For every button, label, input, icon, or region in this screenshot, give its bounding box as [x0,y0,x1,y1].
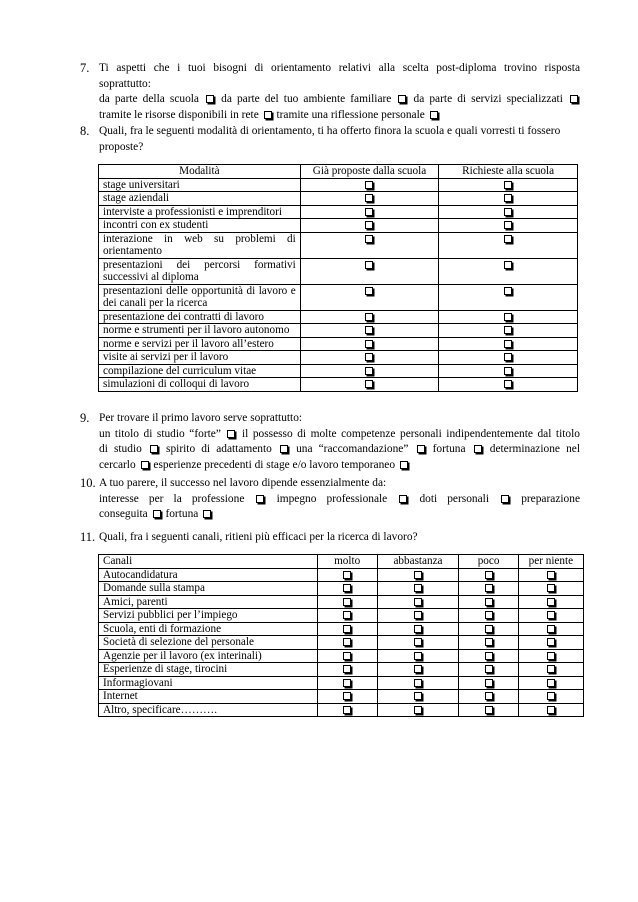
checkbox[interactable] [365,367,373,375]
checkbox[interactable] [485,706,493,714]
question-number: 11. [80,530,96,544]
checkbox-cell [377,636,459,650]
checkbox-cell [459,609,518,623]
table-row [99,378,578,392]
checkbox-cell [459,636,518,650]
column-header: per niente [518,555,583,569]
checkbox[interactable] [547,638,555,646]
checkbox-cell [518,636,583,650]
checkbox[interactable] [365,181,373,189]
option-label: una “raccomandazione” [296,443,409,455]
checkbox[interactable] [264,111,272,119]
row-label-text: successivi al diploma [103,271,199,283]
checkbox-cell [439,310,578,324]
option-label: conseguita [99,508,148,520]
checkbox-cell [377,649,459,663]
checkbox[interactable] [547,652,555,660]
checkbox[interactable] [504,181,512,189]
checkbox[interactable] [485,598,493,606]
table-row [99,649,584,663]
row-label [99,219,301,233]
option-label: fortuna [432,443,466,455]
row-label-text: compilazione del curriculum vitae [103,364,257,377]
checkbox[interactable] [343,625,351,633]
checkbox[interactable] [414,625,422,633]
question-number: 10. [80,476,96,490]
checkbox[interactable] [547,611,555,619]
checkbox-cell [459,676,518,690]
checkbox[interactable] [485,611,493,619]
checkbox[interactable] [150,445,158,453]
row-label: Società di selezione del personale [99,636,318,650]
checkbox[interactable] [547,706,555,714]
column-header: poco [459,555,518,569]
checkbox[interactable] [501,495,509,503]
column-header: Richieste alla scuola [439,165,578,179]
checkbox[interactable] [365,340,373,348]
checkbox[interactable] [485,679,493,687]
checkbox-cell [317,609,377,623]
option-label: esperienze precedenti di stage e/o lavoro temporaneo [153,458,396,471]
checkbox[interactable] [203,510,211,518]
option-label: da parte della scuola [99,93,199,105]
checkbox-cell [377,595,459,609]
checkbox[interactable] [343,706,351,714]
checkbox-cell [300,219,438,233]
table-row [99,351,578,365]
column-header: abbastanza [377,555,459,569]
row-label: Internet [99,690,318,704]
channels-table [98,554,584,717]
checkbox[interactable] [474,445,482,453]
checkbox-cell [300,232,438,258]
checkbox[interactable] [504,208,512,216]
checkbox[interactable] [414,611,422,619]
modalities-table [98,164,578,392]
table-row [99,205,578,219]
checkbox[interactable] [417,445,425,453]
checkbox-cell [317,636,377,650]
checkbox-cell [377,568,459,582]
options-line [99,442,580,458]
option-label: da parte di servizi specializzati [413,93,563,105]
checkbox-cell [300,310,438,324]
checkbox-cell [317,649,377,663]
checkbox[interactable] [343,584,351,592]
checkbox[interactable] [414,706,422,714]
checkbox[interactable] [365,380,373,388]
question-text: Per trovare il primo lavoro serve soprattutto: [99,412,303,424]
checkbox[interactable] [504,221,512,229]
checkbox-cell [439,324,578,338]
checkbox[interactable] [414,665,422,673]
checkbox-cell [459,649,518,663]
table-row [99,636,584,650]
checkbox-cell [317,690,377,704]
checkbox-cell [377,703,459,717]
checkbox-cell [518,582,583,596]
row-label: Servizi pubblici per l’impiego [99,609,318,623]
table-row [99,622,584,636]
checkbox[interactable] [414,584,422,592]
checkbox[interactable] [365,313,373,321]
checkbox-cell [300,178,438,192]
options-line [99,458,580,474]
checkbox[interactable] [504,313,512,321]
option-label: impegno professionale [276,492,388,505]
row-label: Scuola, enti di formazione [99,622,318,636]
question-8 [80,124,580,155]
table-row [99,690,584,704]
checkbox[interactable] [504,287,512,295]
checkbox-cell [439,178,578,192]
checkbox[interactable] [343,679,351,687]
question-9 [80,411,580,473]
checkbox-cell [439,378,578,392]
table-row [99,663,584,677]
checkbox[interactable] [343,598,351,606]
checkbox[interactable] [365,208,373,216]
checkbox[interactable] [504,194,512,202]
table-row [99,324,578,338]
checkbox-cell [300,324,438,338]
checkbox[interactable] [504,340,512,348]
checkbox[interactable] [485,652,493,660]
checkbox-cell [317,568,377,582]
row-label: Esperienze di stage, tirocini [99,663,318,677]
row-label: Autocandidatura [99,568,318,582]
checkbox-cell [439,337,578,351]
row-label-text: stage universitari [103,178,180,191]
checkbox[interactable] [547,625,555,633]
row-label: Informagiovani [99,676,318,690]
table-row [99,178,578,192]
checkbox[interactable] [547,598,555,606]
checkbox-cell [300,337,438,351]
checkbox[interactable] [547,679,555,687]
option-label: tramite le risorse disponibili in rete [99,108,259,121]
row-label-text: dei canali per la ricerca [103,297,208,309]
checkbox[interactable] [365,221,373,229]
checkbox-cell [459,582,518,596]
question-7 [80,61,580,123]
row-label-text: orientamento [103,245,163,257]
table-header-row [99,165,578,179]
checkbox-cell [300,351,438,365]
checkbox[interactable] [430,111,438,119]
option-label: di studio [99,443,142,455]
checkbox[interactable] [414,571,422,579]
checkbox-cell [518,595,583,609]
row-label: Altro, specificare………. [99,703,318,717]
checkbox[interactable] [485,584,493,592]
checkbox-cell [518,568,583,582]
checkbox-cell [518,609,583,623]
question-text: Ti aspetti che i tuoi bisogni di orientamento relativi alla scelta post-diploma trovino risposta [99,62,580,74]
row-label [99,364,301,378]
checkbox[interactable] [414,679,422,687]
row-label [99,284,301,310]
checkbox-cell [439,205,578,219]
checkbox[interactable] [570,95,578,103]
row-label [99,258,301,284]
checkbox-cell [459,663,518,677]
checkbox-cell [459,690,518,704]
row-label [99,351,301,365]
row-label [99,310,301,324]
checkbox[interactable] [485,665,493,673]
question-11 [80,530,580,546]
checkbox-cell [300,378,438,392]
row-label-text: simulazioni di colloqui di lavoro [103,378,250,390]
table-row [99,192,578,206]
options-line [99,427,580,443]
table-row [99,676,584,690]
checkbox[interactable] [485,692,493,700]
question-number: 7. [80,61,90,75]
checkbox-cell [317,663,377,677]
checkbox-cell [439,351,578,365]
table-row [99,310,578,324]
checkbox-cell [459,622,518,636]
option-label: il possesso di molte competenze personali indipendentemente dal titolo [241,427,580,440]
question-text: Quali, fra le seguenti modalità di orientamento, ti ha offerto finora la scuola e quali vorresti ti fossero [99,125,561,137]
checkbox[interactable] [343,652,351,660]
checkbox[interactable] [414,652,422,660]
checkbox[interactable] [343,692,351,700]
column-header: molto [317,555,377,569]
checkbox-cell [377,582,459,596]
table-header-row [99,555,584,569]
checkbox-cell [459,568,518,582]
row-label [99,205,301,219]
row-label: Amici, parenti [99,595,318,609]
checkbox[interactable] [414,638,422,646]
question-10 [80,476,580,523]
checkbox-cell [439,258,578,284]
checkbox[interactable] [343,571,351,579]
checkbox[interactable] [399,495,407,503]
checkbox[interactable] [414,692,422,700]
option-label: un titolo di studio “forte” [99,427,221,440]
row-label [99,324,301,338]
column-header: Modalità [99,165,301,179]
options-line [99,108,580,124]
table-row [99,337,578,351]
table-row [99,595,584,609]
checkbox-cell [439,232,578,258]
checkbox-cell [518,649,583,663]
row-label [99,178,301,192]
checkbox[interactable] [365,287,373,295]
checkbox[interactable] [504,367,512,375]
checkbox-cell [518,690,583,704]
column-header: Canali [99,555,318,569]
checkbox[interactable] [365,235,373,243]
checkbox[interactable] [343,665,351,673]
question-text: soprattutto: [99,77,151,90]
options-line [99,492,580,508]
checkbox[interactable] [414,598,422,606]
row-label [99,192,301,206]
row-label-text: stage aziendali [103,192,170,204]
checkbox-cell [377,663,459,677]
checkbox-cell [518,663,583,677]
checkbox-cell [439,284,578,310]
row-label-text: incontri con ex studenti [103,219,209,231]
row-label-text: presentazione dei contratti di lavoro [103,310,264,323]
checkbox[interactable] [504,380,512,388]
question-number: 8. [80,124,90,138]
checkbox-cell [377,690,459,704]
checkbox[interactable] [485,571,493,579]
options-line [99,507,580,523]
checkbox-cell [317,703,377,717]
checkbox[interactable] [280,445,288,453]
checkbox[interactable] [365,353,373,361]
checkbox[interactable] [141,461,149,469]
checkbox-cell [439,219,578,233]
checkbox-cell [518,676,583,690]
checkbox[interactable] [547,692,555,700]
checkbox[interactable] [547,665,555,673]
checkbox[interactable] [398,95,406,103]
table-row [99,364,578,378]
checkbox[interactable] [547,584,555,592]
checkbox-cell [439,364,578,378]
row-label [99,232,301,258]
question-text: A tuo parere, il successo nel lavoro dipende essenzialmente da: [99,477,387,489]
checkbox-cell [317,595,377,609]
row-label-text: interviste a professionisti e imprenditori [103,205,282,218]
row-label [99,378,301,392]
question-text: proposte? [99,140,144,153]
option-label: spirito di adattamento [166,443,272,455]
row-label: Domande sulla stampa [99,582,318,596]
checkbox-cell [317,622,377,636]
row-label-text: presentazioni delle opportunità di lavoro e [103,284,296,297]
checkbox[interactable] [504,261,512,269]
checkbox[interactable] [256,495,264,503]
checkbox[interactable] [504,326,512,334]
table-row [99,609,584,623]
checkbox[interactable] [400,461,408,469]
checkbox[interactable] [227,430,235,438]
table-row [99,258,578,284]
options-line [99,92,580,108]
option-label: determinazione nel [489,443,580,455]
checkbox-cell [377,622,459,636]
table-row [99,582,584,596]
checkbox-cell [300,192,438,206]
checkbox-cell [300,284,438,310]
table-row [99,703,584,717]
checkbox-cell [377,609,459,623]
checkbox[interactable] [485,638,493,646]
row-label-text: visite ai servizi per il lavoro [103,351,229,363]
checkbox-cell [317,582,377,596]
option-label: preparazione [521,492,580,505]
checkbox-cell [300,205,438,219]
checkbox[interactable] [547,571,555,579]
checkbox-cell [439,192,578,206]
checkbox[interactable] [153,510,161,518]
option-label: da parte del tuo ambiente familiare [221,93,392,105]
checkbox-cell [300,258,438,284]
row-label-text: interazione in web su problemi di [103,232,296,245]
row-label: Agenzie per il lavoro (ex interinali) [99,649,318,663]
checkbox-cell [317,676,377,690]
checkbox-cell [459,703,518,717]
checkbox[interactable] [485,625,493,633]
option-label: interesse per la professione [99,492,245,505]
question-text: Quali, fra i seguenti canali, ritieni più efficaci per la ricerca di lavoro? [99,531,418,543]
row-label-text: norme e servizi per il lavoro all’estero [103,337,274,350]
checkbox-cell [377,676,459,690]
table-row [99,284,578,310]
option-label: fortuna [165,508,199,520]
option-label: tramite una riflessione personale [276,108,425,121]
checkbox[interactable] [206,95,214,103]
checkbox[interactable] [365,261,373,269]
checkbox-cell [300,364,438,378]
checkbox-cell [518,703,583,717]
checkbox-cell [459,595,518,609]
checkbox[interactable] [504,235,512,243]
option-label: cercarlo [99,458,136,471]
column-header: Già proposte dalla scuola [300,165,438,179]
option-label: doti personali [419,492,489,505]
checkbox[interactable] [504,353,512,361]
row-label-text: presentazioni dei percorsi formativi [103,258,296,271]
table-row [99,232,578,258]
checkbox[interactable] [343,611,351,619]
checkbox[interactable] [365,326,373,334]
row-label [99,337,301,351]
checkbox-cell [518,622,583,636]
row-label-text: norme e strumenti per il lavoro autonomo [103,324,290,336]
checkbox[interactable] [343,638,351,646]
table-row [99,568,584,582]
checkbox[interactable] [365,194,373,202]
question-number: 9. [80,411,90,425]
table-row [99,219,578,233]
